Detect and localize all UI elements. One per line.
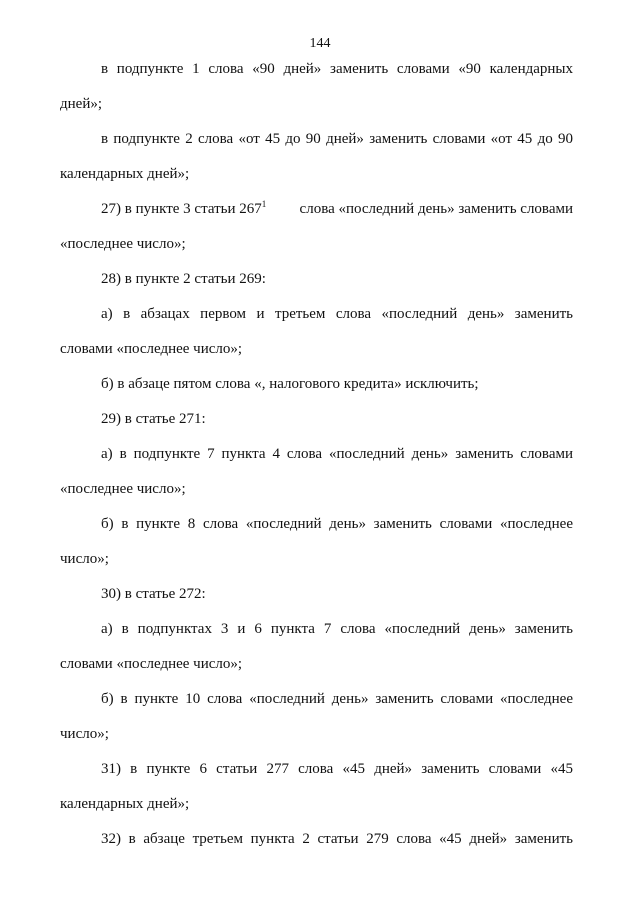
text-line: словами «последнее число»; — [60, 341, 243, 357]
text-line: дней»; — [60, 96, 103, 112]
text-line: «последнее число»; — [60, 481, 186, 497]
text-line: а) в подпунктах 3 и 6 пункта 7 слова «последний день» заменить — [101, 621, 573, 637]
text-line: «последнее число»; — [60, 236, 186, 252]
text-line: а) в абзацах первом и третьем слова «последний день» заменить — [101, 306, 573, 322]
text-fragment: слова «последний день» заменить словами — [299, 201, 573, 217]
text-line: б) в пункте 8 слова «последний день» заменить словами «последнее — [101, 516, 573, 532]
text-line: календарных дней»; — [60, 796, 190, 812]
page-number: 144 — [309, 36, 331, 51]
text-line: 28) в пункте 2 статьи 269: — [101, 271, 266, 287]
text-line: в подпункте 1 слова «90 дней» заменить словами «90 календарных — [101, 61, 573, 77]
text-line: календарных дней»; — [60, 166, 190, 182]
text-line: число»; — [60, 726, 109, 742]
text-line: 30) в статье 272: — [101, 586, 206, 602]
text-line: 31) в пункте 6 статьи 277 слова «45 дней» заменить словами «45 — [101, 761, 573, 777]
text-fragment: 27) в пункте 3 статьи $267^1$ — [101, 199, 267, 217]
text-line: б) в пункте 10 слова «последний день» заменить словами «последнее — [101, 691, 573, 707]
text-line: в подпункте 2 слова «от 45 до 90 дней» заменить словами «от 45 до 90 — [101, 131, 573, 147]
text-line: 32) в абзаце третьем пункта 2 статьи 279 слова «45 дней» заменить — [101, 831, 573, 847]
superscript: 1 — [261, 199, 267, 209]
text-line — [101, 201, 573, 218]
text-line: словами «последнее число»; — [60, 656, 243, 672]
text-line: б) в абзаце пятом слова «, налогового кредита» исключить; — [101, 376, 479, 392]
text-line: а) в подпункте 7 пункта 4 слова «последний день» заменить словами — [101, 446, 573, 462]
text-line: 29) в статье 271: — [101, 411, 206, 427]
text-line: число»; — [60, 551, 109, 567]
